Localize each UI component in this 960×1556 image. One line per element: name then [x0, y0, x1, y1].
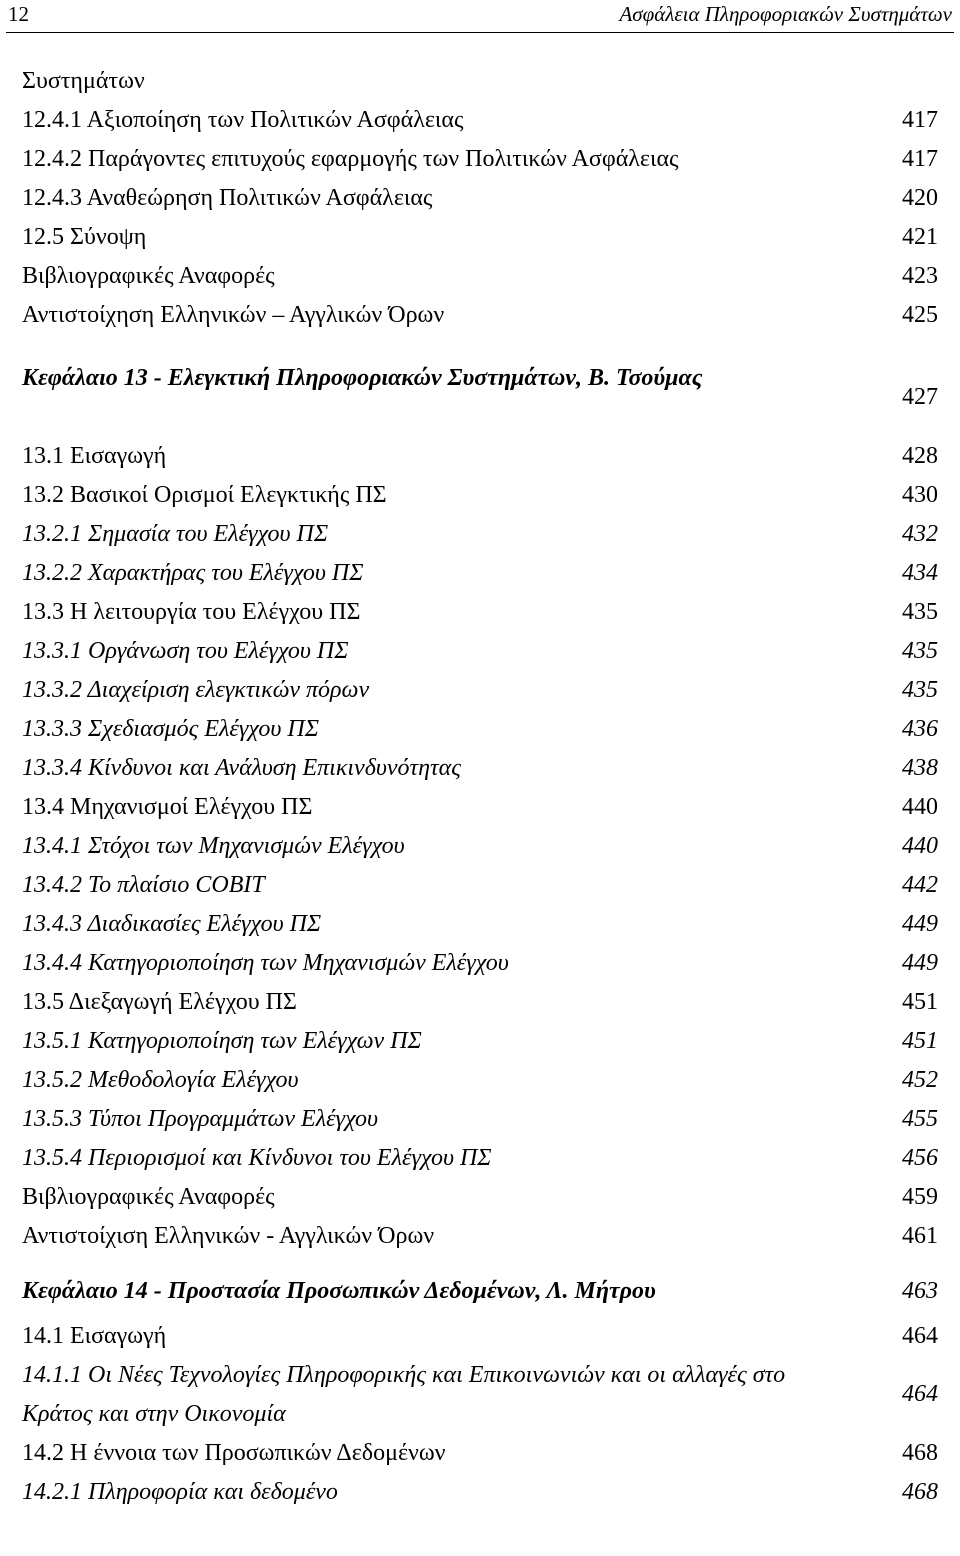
- toc-chapter-13: [22, 359, 938, 437]
- toc-entry-title: 12.4.2 Παράγοντες επιτυχούς εφαρμογής των Πολιτικών Ασφάλειας: [22, 146, 679, 172]
- toc-entry-page: 452: [902, 1067, 938, 1093]
- toc-chapter-title: Κεφάλαιο 13 - Ελεγκτική Πληροφοριακών Συστημάτων, Β. Τσούμας: [22, 365, 703, 391]
- toc-entry-page: 436: [902, 716, 938, 742]
- toc-entry: [22, 983, 938, 1022]
- toc-entry-page: 451: [902, 1028, 938, 1054]
- toc-entry: [22, 827, 938, 866]
- toc-chapter-title: Κεφάλαιο 14 - Προστασία Προσωπικών Δεδομένων, Λ. Μήτρου: [22, 1278, 656, 1304]
- toc-chapter-14: [22, 1272, 938, 1317]
- toc-entry: [22, 1434, 938, 1473]
- spacer: [22, 335, 938, 359]
- toc-entry-page: 417: [902, 146, 938, 172]
- toc-entry-page: 440: [902, 833, 938, 859]
- page-number: 12: [8, 2, 29, 26]
- toc-entry-page: 449: [902, 911, 938, 937]
- table-of-contents: [22, 62, 938, 1512]
- toc-entry: [22, 749, 938, 788]
- toc-entry-page: 442: [902, 872, 938, 898]
- toc-entry: [22, 62, 938, 101]
- toc-entry-page: 438: [902, 755, 938, 781]
- toc-entry-title: Αντιστοίχιση Ελληνικών - Αγγλικών Όρων: [22, 1223, 435, 1249]
- toc-chapter-page: 427: [902, 384, 938, 410]
- toc-entry: [22, 218, 938, 257]
- toc-entry-title: 13.4.4 Κατηγοριοποίηση των Μηχανισμών Ελέγχου: [22, 950, 509, 976]
- toc-entry-title: 13.2 Βασικοί Ορισμοί Ελεγκτικής ΠΣ: [22, 482, 387, 508]
- toc-entry-title: 13.5.3 Τύποι Προγραμμάτων Ελέγχου: [22, 1106, 379, 1132]
- toc-entry: [22, 1022, 938, 1061]
- toc-entry: [22, 944, 938, 983]
- toc-entry: [22, 476, 938, 515]
- toc-entry-title: Αντιστοίχηση Ελληνικών – Αγγλικών Όρων: [22, 302, 445, 328]
- toc-entry: [22, 1178, 938, 1217]
- toc-entry-page: 455: [902, 1106, 938, 1132]
- toc-entry-title: 13.5.4 Περιορισμοί και Κίνδυνοι του Ελέγχου ΠΣ: [22, 1145, 492, 1171]
- toc-entry: [22, 554, 938, 593]
- toc-entry: [22, 140, 938, 179]
- toc-entry: [22, 1217, 938, 1256]
- toc-entry-title: 13.4.2 Το πλαίσιο COBIT: [22, 872, 265, 898]
- toc-entry: [22, 710, 938, 749]
- toc-entry-page: 420: [902, 185, 938, 211]
- toc-entry-page: 464: [902, 1323, 938, 1349]
- toc-entry: [22, 1061, 938, 1100]
- toc-entry: [22, 1139, 938, 1178]
- toc-entry-title: 12.4.3 Αναθεώρηση Πολιτικών Ασφάλειας: [22, 185, 433, 211]
- toc-entry: [22, 1473, 938, 1512]
- toc-entry: [22, 1100, 938, 1139]
- toc-entry: [22, 1317, 938, 1356]
- toc-entry-page: 430: [902, 482, 938, 508]
- toc-block-13: [22, 437, 938, 1256]
- page-header: [0, 0, 960, 34]
- toc-entry: [22, 671, 938, 710]
- toc-entry-page: 421: [902, 224, 938, 250]
- toc-entry-title: 13.5.1 Κατηγοριοποίηση των Ελέγχων ΠΣ: [22, 1028, 422, 1054]
- toc-entry-page: 461: [902, 1223, 938, 1249]
- toc-entry-title: 13.4.3 Διαδικασίες Ελέγχου ΠΣ: [22, 911, 322, 937]
- toc-entry-title: 13.5.2 Μεθοδολογία Ελέγχου: [22, 1067, 299, 1093]
- toc-entry: [22, 179, 938, 218]
- toc-entry-page: 425: [902, 302, 938, 328]
- toc-entry-page: 451: [902, 989, 938, 1015]
- toc-entry-title: Βιβλιογραφικές Αναφορές: [22, 1184, 275, 1210]
- toc-entry-page: 456: [902, 1145, 938, 1171]
- toc-entry-title: 13.1 Εισαγωγή: [22, 443, 167, 469]
- toc-entry-title: 13.4.1 Στόχοι των Μηχανισμών Ελέγχου: [22, 833, 405, 859]
- toc-entry-title: 12.4.1 Αξιοποίηση των Πολιτικών Ασφάλειας: [22, 107, 464, 133]
- toc-entry-title: 13.3 Η λειτουργία του Ελέγχου ΠΣ: [22, 599, 361, 625]
- toc-entry-title: Βιβλιογραφικές Αναφορές: [22, 263, 275, 289]
- toc-entry-page: 417: [902, 107, 938, 133]
- toc-chapter-page: 463: [902, 1278, 938, 1304]
- toc-entry-title: 13.2.1 Σημασία του Ελέγχου ΠΣ: [22, 521, 329, 547]
- toc-entry-title: 14.1.1 Οι Νέες Τεχνολογίες Πληροφορικής και Επικοινωνιών και οι αλλαγές στο Κράτος και στην Οικονομία: [22, 1362, 786, 1427]
- toc-block-12: [22, 62, 938, 335]
- toc-entry-page: 435: [902, 599, 938, 625]
- toc-entry-title: Συστημάτων: [22, 68, 145, 94]
- toc-entry: [22, 257, 938, 296]
- toc-entry-title: 14.2 Η έννοια των Προσωπικών Δεδομένων: [22, 1440, 446, 1466]
- toc-entry-page: 432: [902, 521, 938, 547]
- toc-entry: [22, 515, 938, 554]
- toc-block-14: [22, 1317, 938, 1512]
- toc-entry-title: 14.1 Εισαγωγή: [22, 1323, 167, 1349]
- toc-entry: [22, 296, 938, 335]
- toc-entry-title: 13.3.1 Οργάνωση του Ελέγχου ΠΣ: [22, 638, 349, 664]
- toc-entry-title: 14.2.1 Πληροφορία και δεδομένο: [22, 1479, 338, 1505]
- toc-entry: [22, 905, 938, 944]
- toc-entry: [22, 788, 938, 827]
- toc-entry: [22, 437, 938, 476]
- toc-entry: [22, 632, 938, 671]
- toc-entry-page: 435: [902, 677, 938, 703]
- toc-entry-page: 423: [902, 263, 938, 289]
- toc-entry: [22, 866, 938, 905]
- running-title: Ασφάλεια Πληροφοριακών Συστημάτων: [619, 2, 952, 26]
- toc-entry-title: 13.5 Διεξαγωγή Ελέγχου ΠΣ: [22, 989, 297, 1015]
- toc-entry-page: 428: [902, 443, 938, 469]
- toc-entry-page: 449: [902, 950, 938, 976]
- toc-entry-title: 13.3.3 Σχεδιασμός Ελέγχου ΠΣ: [22, 716, 319, 742]
- toc-entry-page: 468: [902, 1479, 938, 1505]
- toc-entry: [22, 101, 938, 140]
- toc-entry-title: 12.5 Σύνοψη: [22, 224, 147, 250]
- header-rule: [6, 32, 954, 33]
- toc-entry-page: 440: [902, 794, 938, 820]
- toc-entry-page: 435: [902, 638, 938, 664]
- toc-entry-title: 13.2.2 Χαρακτήρας του Ελέγχου ΠΣ: [22, 560, 364, 586]
- toc-entry-title: 13.3.2 Διαχείριση ελεγκτικών πόρων: [22, 677, 370, 703]
- toc-entry-page: 459: [902, 1184, 938, 1210]
- toc-entry-page: 468: [902, 1440, 938, 1466]
- toc-entry-title: 13.4 Μηχανισμοί Ελέγχου ΠΣ: [22, 794, 313, 820]
- toc-entry-title: 13.3.4 Κίνδυνοι και Ανάλυση Επικινδυνότητας: [22, 755, 461, 781]
- spacer: [22, 1256, 938, 1272]
- toc-entry: [22, 1356, 938, 1434]
- toc-entry: [22, 593, 938, 632]
- toc-entry-page: 434: [902, 560, 938, 586]
- toc-entry-page: 464: [902, 1381, 938, 1407]
